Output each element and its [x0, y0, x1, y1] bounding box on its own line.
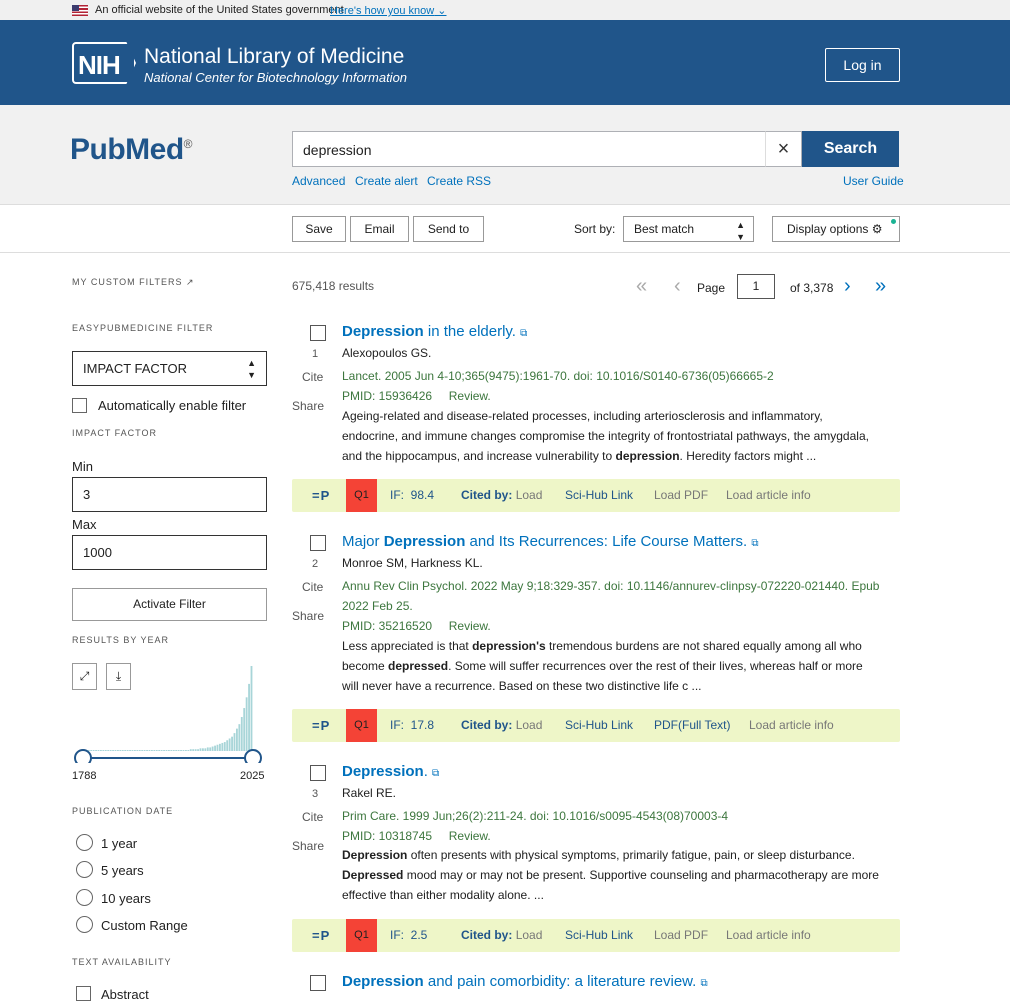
histogram-bar	[161, 750, 163, 751]
cite-button[interactable]: Cite	[302, 370, 324, 384]
histogram-bar	[170, 750, 172, 751]
result-checkbox[interactable]	[310, 765, 326, 781]
histogram-bar	[98, 750, 100, 751]
copy-icon: ⧉	[432, 768, 440, 779]
create-alert-link[interactable]: Create alert	[355, 174, 418, 188]
year-slider-max-handle[interactable]	[245, 750, 261, 763]
copy-icon: ⧉	[520, 328, 528, 339]
create-rss-link[interactable]: Create RSS	[427, 174, 492, 188]
cite-button[interactable]: Cite	[302, 580, 324, 594]
quartile-badge: Q1	[346, 709, 377, 742]
date-radio-1-year[interactable]	[76, 834, 93, 851]
histogram-bar	[100, 750, 102, 751]
histogram-bar	[124, 750, 126, 751]
send-to-button[interactable]: Send to	[413, 216, 484, 242]
easypubmedicine-filter-label: EASYPUBMEDICINE FILTER	[72, 323, 214, 333]
date-option-label: 5 years	[101, 863, 144, 878]
clear-icon[interactable]: ×	[765, 131, 802, 167]
pdf-link[interactable]: Load PDF	[654, 928, 709, 942]
article-info-link[interactable]: Load article info	[726, 928, 811, 942]
article-info-bar	[292, 479, 900, 512]
result-journal: Annu Rev Clin Psychol. 2022 May 9;18:329-357. doi: 10.1146/annurev-clinpsy-072220-021440. Epub 2022 Feb 25. PMID: 35216520 Review.	[342, 579, 880, 633]
result-title[interactable]: Depression in the elderly. ⧉	[342, 323, 528, 340]
pubmed-logo[interactable]: PubMed®	[70, 133, 193, 166]
date-radio-5-years[interactable]	[76, 861, 93, 878]
histogram-bar	[105, 750, 107, 751]
histogram-bar	[238, 724, 240, 751]
histogram-bar	[168, 750, 170, 751]
quartile-badge: Q1	[346, 479, 377, 512]
download-icon[interactable]: ⤓	[106, 663, 131, 690]
article-info-link[interactable]: Load article info	[749, 718, 834, 732]
histogram-bar	[127, 750, 129, 751]
histogram-bar	[153, 750, 155, 751]
display-options-button[interactable]: Display options ⚙	[772, 216, 900, 242]
histogram-bar	[200, 748, 202, 751]
histogram-bar	[117, 750, 119, 751]
histogram-bar	[231, 737, 233, 751]
scihub-link[interactable]: Sci-Hub Link	[565, 718, 634, 732]
first-page-icon[interactable]: «	[636, 275, 648, 297]
impact-factor: IF: 98.4	[390, 488, 435, 502]
nih-logo[interactable]: NIH	[72, 42, 136, 84]
histogram-bar	[112, 750, 114, 751]
histogram-bar	[136, 750, 138, 751]
histogram-bar	[234, 733, 236, 751]
gear-icon: ⚙	[871, 222, 883, 236]
date-option-label: Custom Range	[101, 918, 188, 933]
histogram-bar	[183, 750, 185, 751]
easypubmed-icon: =P	[312, 718, 331, 733]
user-guide-link[interactable]: User Guide	[843, 174, 904, 188]
histogram-bar	[129, 750, 131, 751]
page-input[interactable]: 1	[737, 274, 775, 299]
sort-select[interactable]: Best match ▲ ▼	[623, 216, 754, 242]
histogram-bar	[95, 750, 97, 751]
last-page-icon[interactable]: »	[875, 275, 887, 297]
article-info-bar	[292, 919, 900, 952]
filter-select[interactable]: IMPACT FACTOR ▲ ▼	[72, 351, 267, 386]
histogram-bar	[163, 750, 165, 751]
results-by-year-label: RESULTS BY YEAR	[72, 635, 170, 645]
sort-arrows-icon: ▲ ▼	[736, 220, 745, 242]
histogram-bar	[241, 717, 243, 751]
histogram-bar	[224, 742, 226, 751]
histogram-bar	[107, 750, 109, 751]
histogram-bar	[219, 744, 221, 751]
result-snippet: Ageing-related and disease-related processes, including arteriosclerosis and inflammatory, endocrine, and immune changes compromise the integrity of frontostriatal pathways, the amygdala, and the hippocampus, and increase vulnerability to depression. Heredity factors might ...	[342, 409, 869, 463]
gov-banner-text: An official website of the United States government	[95, 4, 344, 16]
cite-button[interactable]: Cite	[302, 810, 324, 824]
histogram-bar	[102, 750, 104, 751]
save-button[interactable]: Save	[292, 216, 346, 242]
histogram-bar	[175, 750, 177, 751]
date-option-label: 10 years	[101, 891, 151, 906]
pdf-link[interactable]: Load PDF	[654, 488, 709, 502]
histogram-bar	[158, 750, 160, 751]
text-availability-label: TEXT AVAILABILITY	[72, 957, 172, 967]
histogram-bar	[132, 750, 134, 751]
cited-by[interactable]: Cited by: Load	[461, 488, 543, 502]
activate-filter-button[interactable]: Activate Filter	[72, 588, 267, 621]
histogram-bar	[134, 750, 136, 751]
result-number: 2	[312, 558, 319, 570]
histogram-bar	[195, 749, 197, 751]
scihub-link[interactable]: Sci-Hub Link	[565, 488, 634, 502]
search-button[interactable]: Search	[802, 131, 899, 167]
histogram-bar	[207, 747, 209, 751]
histogram-bar	[151, 750, 153, 751]
next-page-icon[interactable]: ›	[844, 275, 851, 297]
histogram-bar	[93, 750, 95, 751]
impact-factor: IF: 17.8	[390, 718, 435, 732]
easypubmed-icon: =P	[312, 488, 331, 503]
result-title[interactable]: Depression. ⧉	[342, 763, 440, 780]
nlm-title: National Library of Medicine	[144, 45, 405, 68]
max-label: Max	[72, 517, 97, 532]
histogram-bar	[185, 750, 187, 751]
year-start-label: 1788	[72, 770, 97, 782]
histogram-bar	[236, 729, 238, 751]
histogram-bar	[221, 743, 223, 751]
cited-by[interactable]: Cited by: Load	[461, 928, 543, 942]
result-authors: Monroe SM, Harkness KL.	[342, 556, 483, 570]
result-checkbox[interactable]	[310, 975, 326, 991]
result-journal: Prim Care. 1999 Jun;26(2):211-24. doi: 10.1016/s0095-4543(08)70003-4 PMID: 10318745 Review.	[342, 809, 729, 843]
advanced-link[interactable]: Advanced	[292, 174, 346, 188]
article-info-bar	[292, 709, 900, 742]
max-input[interactable]: 1000	[72, 535, 267, 570]
impact-factor: IF: 2.5	[390, 928, 428, 942]
auto-enable-checkbox[interactable]	[72, 398, 87, 413]
us-flag-icon	[72, 5, 88, 16]
expand-icon[interactable]: ⤢	[72, 663, 97, 690]
result-authors: Alexopoulos GS.	[342, 346, 432, 360]
histogram-bar	[144, 750, 146, 751]
histogram-bar	[226, 740, 228, 751]
year-end-label: 2025	[240, 770, 265, 782]
histogram-bar	[246, 697, 248, 751]
histogram-bar	[156, 750, 158, 751]
external-link-icon: ↗	[186, 277, 195, 287]
histogram-bar	[197, 749, 199, 751]
result-title[interactable]: Depression and pain comorbidity: a literature review. ⧉	[342, 973, 708, 990]
histogram-bar	[217, 745, 219, 751]
histogram-bar	[192, 749, 194, 751]
min-input[interactable]: 3	[72, 477, 267, 512]
result-snippet: Depression often presents with physical symptoms, primarily fatigue, pain, or sleep disturbance. Depressed mood may or may not be present. Supportive counseling and pharmacotherapy are more effective than either modality alone. ...	[342, 848, 879, 902]
histogram-bar	[248, 684, 250, 751]
result-checkbox[interactable]	[310, 325, 326, 341]
ncbi-subtitle: National Center for Biotechnology Information	[144, 70, 408, 85]
my-custom-filters-label[interactable]: MY CUSTOM FILTERS ↗	[72, 277, 195, 287]
histogram-bar	[187, 750, 189, 751]
page-label: Page	[697, 281, 726, 295]
histogram-bar	[122, 750, 124, 751]
year-slider-min-handle[interactable]	[75, 750, 91, 763]
quartile-badge: Q1	[346, 919, 377, 952]
histogram-bar	[251, 666, 253, 751]
date-radio-10-years[interactable]	[76, 889, 93, 906]
histogram-bar	[139, 750, 141, 751]
page-of-label: of 3,378	[790, 281, 834, 295]
article-info-link[interactable]: Load article info	[726, 488, 811, 502]
result-journal: Lancet. 2005 Jun 4-10;365(9475):1961-70. doi: 10.1016/S0140-6736(05)66665-2 PMID: 15936426 Review.	[342, 369, 774, 403]
login-button[interactable]: Log in	[825, 48, 900, 82]
email-button[interactable]: Email	[350, 216, 409, 242]
auto-enable-label: Automatically enable filter	[98, 398, 247, 413]
result-checkbox[interactable]	[310, 535, 326, 551]
easypubmed-icon: =P	[312, 928, 331, 943]
histogram-bar	[243, 708, 245, 751]
histogram-bar	[115, 750, 117, 751]
abstract-label: Abstract	[101, 987, 149, 1002]
histogram-bar	[141, 750, 143, 751]
search-input[interactable]: depression	[292, 131, 802, 167]
gov-banner	[0, 0, 1010, 20]
result-number: 1	[312, 348, 319, 360]
histogram-bar	[180, 750, 182, 751]
result-title[interactable]: Major Depression and Its Recurrences: Life Course Matters. ⧉	[342, 533, 759, 550]
histogram-bar	[90, 750, 92, 751]
histogram-bar	[190, 749, 192, 751]
histogram-bar	[212, 747, 214, 751]
histogram-bar	[166, 750, 168, 751]
share-button[interactable]: Share	[292, 609, 325, 623]
results-by-year-histogram	[72, 663, 272, 763]
result-authors: Rakel RE.	[342, 786, 397, 800]
publication-date-label: PUBLICATION DATE	[72, 806, 174, 816]
heres-how-you-know-link[interactable]: Here's how you know ⌄	[330, 5, 447, 17]
results-count: 675,418 results	[292, 279, 375, 293]
share-button[interactable]: Share	[292, 839, 325, 853]
histogram-bar	[146, 750, 148, 751]
histogram-bar	[229, 738, 231, 751]
cited-by[interactable]: Cited by: Load	[461, 718, 543, 732]
histogram-bar	[202, 748, 204, 751]
histogram-bar	[173, 750, 175, 751]
share-button[interactable]: Share	[292, 399, 325, 413]
min-label: Min	[72, 459, 93, 474]
pubmed-search-bar	[0, 105, 1010, 205]
copy-icon: ⧉	[700, 978, 708, 989]
histogram-bar	[119, 750, 121, 751]
result-snippet: Less appreciated is that depression's tremendous burdens are not shared equally among all who become depressed. Some will suffer recurrences over the rest of their lives, whereas half or more will never have a recurrence. Based on these two distinctive life c ...	[342, 639, 863, 693]
select-arrows-icon: ▲ ▼	[247, 358, 256, 380]
nih-header	[0, 20, 1010, 105]
scihub-link[interactable]: Sci-Hub Link	[565, 928, 634, 942]
copy-icon: ⧉	[751, 538, 759, 549]
histogram-bar	[209, 747, 211, 751]
histogram-bar	[110, 750, 112, 751]
sort-by-label: Sort by:	[574, 222, 616, 236]
prev-page-icon[interactable]: ‹	[674, 275, 681, 297]
histogram-bar	[204, 748, 206, 751]
histogram-bar	[149, 750, 151, 751]
histogram-bar	[214, 746, 216, 751]
pdf-link[interactable]: PDF(Full Text)	[654, 718, 731, 732]
abstract-checkbox[interactable]	[76, 986, 91, 1001]
results-toolbar	[0, 206, 1010, 253]
date-option-label: 1 year	[101, 836, 138, 851]
histogram-bar	[178, 750, 180, 751]
result-number: 3	[312, 788, 319, 800]
impact-factor-label: IMPACT FACTOR	[72, 428, 158, 438]
date-radio-custom-range[interactable]	[76, 916, 93, 933]
